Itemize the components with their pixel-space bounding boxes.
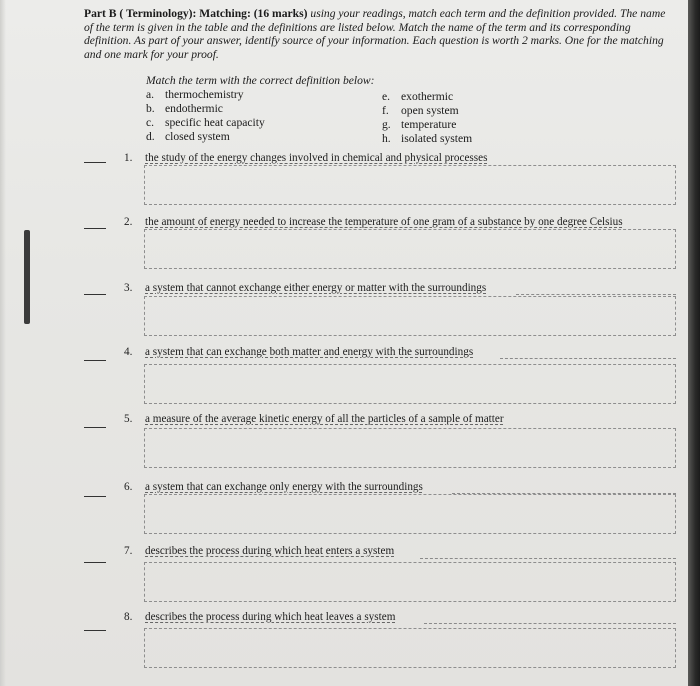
binder-clip-shadow — [24, 230, 30, 324]
question-definition: the study of the energy changes involved in chemical and physical processes — [145, 152, 488, 164]
answer-blank[interactable] — [84, 496, 106, 497]
term-label: open system — [401, 104, 459, 117]
proof-box-6[interactable] — [144, 494, 676, 534]
answer-blank[interactable] — [84, 630, 106, 631]
term-f — [382, 104, 459, 117]
answer-blank[interactable] — [84, 228, 106, 229]
term-label: temperature — [401, 118, 457, 131]
question-text — [124, 346, 473, 358]
term-c — [146, 116, 265, 129]
term-letter: f. — [382, 104, 389, 117]
question-text — [124, 282, 486, 294]
question-definition: a system that can exchange only energy with the surroundings — [145, 481, 423, 493]
term-label: isolated system — [401, 132, 473, 145]
question-text — [124, 545, 394, 557]
question-definition: a system that cannot exchange either energy or matter with the surroundings — [145, 282, 487, 294]
proof-box-8[interactable] — [144, 628, 676, 668]
question-number: 1. — [124, 152, 133, 164]
question-number: 5. — [124, 413, 133, 425]
question-definition: a measure of the average kinetic energy of all the particles of a sample of matter — [145, 413, 504, 425]
question-text — [124, 216, 623, 228]
question-number: 8. — [124, 611, 133, 623]
term-label: exothermic — [401, 90, 454, 103]
question-text — [124, 481, 423, 493]
term-label: closed system — [165, 130, 230, 143]
instructions-paragraph — [84, 7, 668, 62]
desk-background — [688, 0, 700, 686]
term-label: endothermic — [165, 102, 223, 115]
proof-box-3[interactable] — [144, 296, 676, 336]
term-letter: b. — [146, 102, 155, 115]
question-text — [124, 152, 487, 164]
term-letter: c. — [146, 116, 155, 129]
term-letter: e. — [382, 90, 391, 103]
question-definition: describes the process during which heat leaves a system — [145, 611, 396, 623]
continuation-line — [516, 294, 676, 295]
question-number: 4. — [124, 346, 133, 358]
question-number: 7. — [124, 545, 133, 557]
instructions-text: using your readings, match each term and the definition provided. The name of the term is given in the table and the definitions are listed below. Match the name of the term and its corresponding definition. As part of your answer, identify source of your information. Each question is worth 2 marks. One for the matching and one mark for your proof. — [84, 7, 666, 62]
question-number: 6. — [124, 481, 133, 493]
term-letter: h. — [382, 132, 391, 145]
term-letter: g. — [382, 118, 391, 131]
continuation-line — [420, 558, 676, 559]
term-letter: d. — [146, 130, 155, 143]
term-h — [382, 132, 472, 145]
term-g — [382, 118, 456, 131]
question-definition: the amount of energy needed to increase the temperature of one gram of a substance by one degree Celsius — [145, 216, 623, 228]
continuation-line — [424, 623, 676, 624]
page-shadow-edge — [0, 0, 6, 686]
matching-heading: Match the term with the correct definition below: — [146, 74, 375, 87]
proof-box-4[interactable] — [144, 364, 676, 404]
term-label: thermochemistry — [165, 88, 244, 101]
answer-blank[interactable] — [84, 562, 106, 563]
answer-blank[interactable] — [84, 427, 106, 428]
question-number: 2. — [124, 216, 133, 228]
continuation-line — [500, 358, 676, 359]
term-e — [382, 90, 453, 103]
term-a — [146, 88, 244, 101]
question-definition: a system that can exchange both matter and energy with the surroundings — [145, 346, 474, 358]
question-text — [124, 611, 395, 623]
question-4 — [84, 346, 684, 366]
term-label: specific heat capacity — [165, 116, 265, 129]
proof-box-1[interactable] — [144, 165, 676, 205]
proof-box-5[interactable] — [144, 428, 676, 468]
question-definition: describes the process during which heat enters a system — [145, 545, 395, 557]
answer-blank[interactable] — [84, 360, 106, 361]
answer-blank[interactable] — [84, 294, 106, 295]
term-d — [146, 130, 230, 143]
question-number: 3. — [124, 282, 133, 294]
question-text — [124, 413, 504, 425]
term-b — [146, 102, 223, 115]
answer-blank[interactable] — [84, 162, 106, 163]
part-title: Part B ( Terminology): Matching: (16 marks) — [84, 7, 308, 20]
term-letter: a. — [146, 88, 155, 101]
proof-box-7[interactable] — [144, 562, 676, 602]
proof-box-2[interactable] — [144, 229, 676, 269]
